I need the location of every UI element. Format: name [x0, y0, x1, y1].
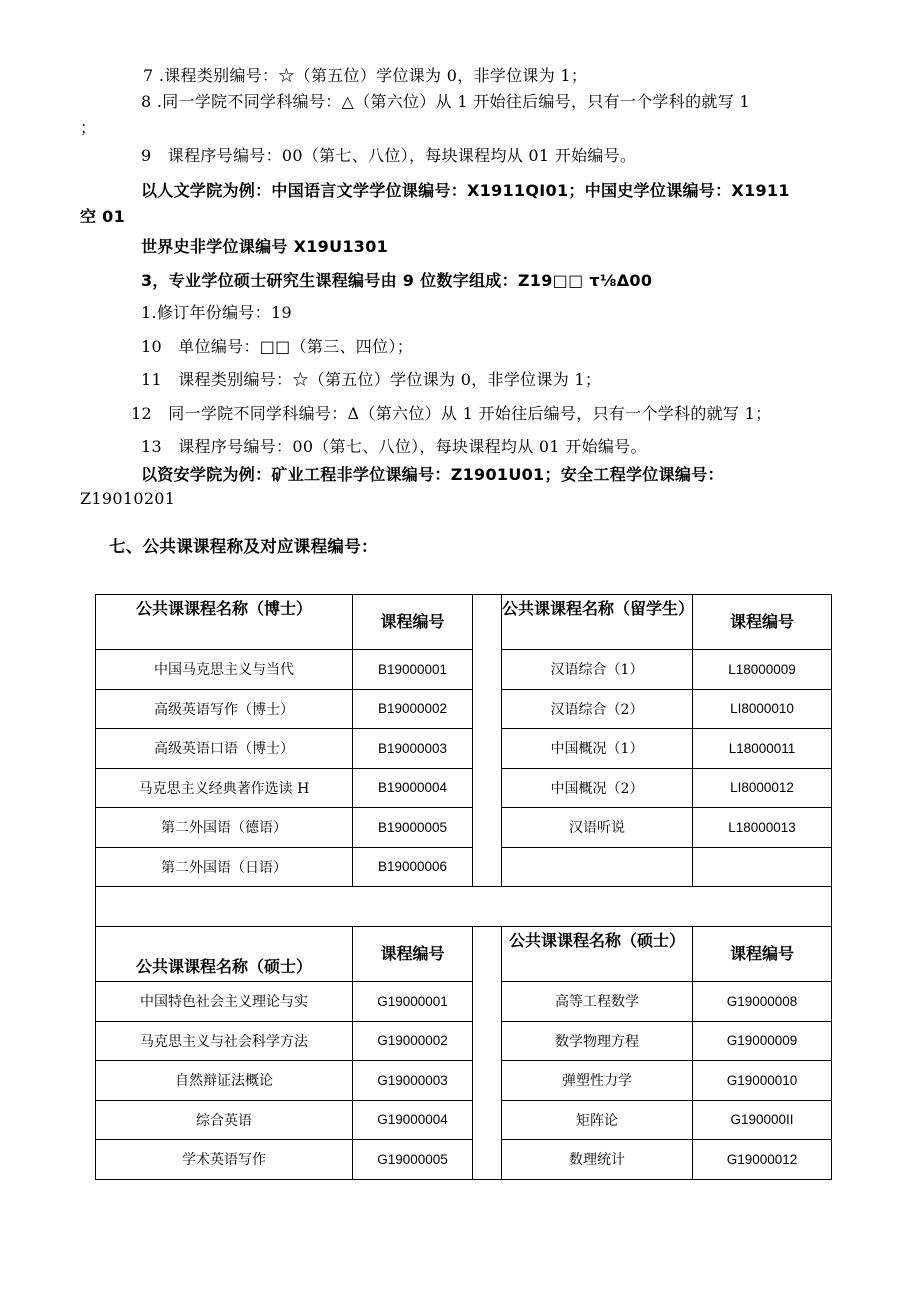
header-phd-course-name: 公共课课程名称（博士）: [96, 595, 353, 650]
example-world-history: 世界史非学位课编号 X19U1301: [141, 237, 389, 256]
course-code-cell: G19000002: [353, 1021, 473, 1061]
course-code-cell: G19000001: [353, 982, 473, 1022]
course-code-cell: L18000013: [693, 808, 832, 848]
table-row: [96, 808, 832, 848]
course-code-cell: G19000003: [353, 1061, 473, 1101]
course-name-cell: 马克思主义经典著作选读 H: [96, 768, 353, 808]
table-row: [96, 650, 832, 690]
course-table: [95, 594, 832, 1180]
example-humanities-cont: 空 01: [80, 207, 126, 226]
example-humanities: 以人文学院为例：中国语言文学学位课编号：X1911QI01；中国史学位课编号：X1911: [141, 181, 790, 200]
header-course-code: 课程编号: [353, 927, 473, 982]
rule-unit-number: 10 单位编号：□□（第三、四位）；: [141, 337, 413, 356]
course-name-cell: 汉语综合（1）: [502, 650, 693, 690]
rule-subject-number: 8 .同一学院不同学科编号：△（第六位）从 1 开始往后编号，只有一个学科的就写 1: [141, 92, 750, 111]
course-name-cell: 综合英语: [96, 1100, 353, 1140]
header-master-course-name: 公共课课程名称（硕士）: [502, 927, 693, 982]
course-name-cell: 中国概况（2）: [502, 768, 693, 808]
course-code-cell: G19000004: [353, 1100, 473, 1140]
header-course-code: 课程编号: [353, 595, 473, 650]
course-code-cell: G19000012: [693, 1140, 832, 1180]
course-code-cell: G190000II: [693, 1100, 832, 1140]
course-code-cell: B19000006: [353, 847, 473, 887]
table-header-row: [96, 927, 832, 982]
course-code-cell: B19000004: [353, 768, 473, 808]
course-tables: [95, 594, 831, 1180]
table-row: [96, 1061, 832, 1101]
rule-revision-year: 1.修订年份编号：19: [141, 303, 292, 322]
master-section: [96, 927, 832, 1180]
course-code-cell: G19000005: [353, 1140, 473, 1180]
course-name-cell: 中国特色社会主义理论与实: [96, 982, 353, 1022]
course-code-cell: [693, 847, 832, 887]
rule-course-sequence: 9 课程序号编号：00（第七、八位），每块课程均从 01 开始编号。: [141, 146, 637, 165]
course-name-cell: 汉语听说: [502, 808, 693, 848]
course-name-cell: 中国概况（1）: [502, 729, 693, 769]
course-name-cell: 弹塑性力学: [502, 1061, 693, 1101]
column-divider: [473, 927, 502, 1180]
rule-subject-number-2: 12 同一学院不同学科编号：Δ（第六位）从 1 开始往后编号，只有一个学科的就写 1；: [131, 404, 772, 423]
table-row: [96, 689, 832, 729]
course-name-cell: 学术英语写作: [96, 1140, 353, 1180]
example-resources-safety-cont: Z19010201: [80, 489, 176, 508]
course-name-cell: 数理统计: [502, 1140, 693, 1180]
course-code-cell: L18000009: [693, 650, 832, 690]
course-name-cell: 第二外国语（日语）: [96, 847, 353, 887]
course-name-cell: 高等工程数学: [502, 982, 693, 1022]
course-code-cell: LI8000012: [693, 768, 832, 808]
header-course-code: 课程编号: [693, 927, 832, 982]
table-row: [96, 768, 832, 808]
course-name-cell: 马克思主义与社会科学方法: [96, 1021, 353, 1061]
section-heading: 七、公共课课程称及对应课程编号：: [109, 537, 378, 556]
course-name-cell: 高级英语写作（博士）: [96, 689, 353, 729]
rule-course-sequence-2: 13 课程序号编号：00（第七、八位），每块课程均从 01 开始编号。: [141, 437, 647, 456]
course-code-cell: LI8000010: [693, 689, 832, 729]
separator-cell: [96, 887, 832, 927]
table-row: [96, 1140, 832, 1180]
rule-course-category-2: 11 课程类别编号：☆（第五位）学位课为 0，非学位课为 1；: [141, 370, 602, 389]
table-row: [96, 982, 832, 1022]
phd-foreign-section: [96, 595, 832, 887]
rule-subject-number-cont: ；: [80, 118, 97, 137]
course-code-cell: B19000002: [353, 689, 473, 729]
header-course-code: 课程编号: [693, 595, 832, 650]
course-code-cell: G19000008: [693, 982, 832, 1022]
course-code-cell: B19000001: [353, 650, 473, 690]
course-name-cell: [502, 847, 693, 887]
course-name-cell: 汉语综合（2）: [502, 689, 693, 729]
course-code-cell: B19000003: [353, 729, 473, 769]
course-name-cell: 矩阵论: [502, 1100, 693, 1140]
example-resources-safety: 以资安学院为例：矿业工程非学位课编号：Z1901U01；安全工程学位课编号：: [141, 465, 724, 484]
rule-course-category: 7 .课程类别编号：☆（第五位）学位课为 0，非学位课为 1；: [143, 66, 588, 85]
professional-master-rule: 3，专业学位硕士研究生课程编号由 9 位数字组成：Z19□□ τ⅛Δ00: [141, 271, 653, 290]
table-row: [96, 1021, 832, 1061]
table-separator-row: [96, 887, 832, 927]
header-master-course-name: 公共课课程名称（硕士）: [96, 927, 353, 982]
course-code-cell: G19000010: [693, 1061, 832, 1101]
table-row: [96, 847, 832, 887]
course-name-cell: 高级英语口语（博士）: [96, 729, 353, 769]
table-header-row: [96, 595, 832, 650]
header-intl-course-name: 公共课课程名称（留学生）: [502, 595, 693, 650]
course-name-cell: 第二外国语（德语）: [96, 808, 353, 848]
table-row: [96, 1100, 832, 1140]
column-divider: [473, 595, 502, 887]
course-code-cell: L18000011: [693, 729, 832, 769]
course-name-cell: 数学物理方程: [502, 1021, 693, 1061]
course-code-cell: B19000005: [353, 808, 473, 848]
course-name-cell: 中国马克思主义与当代: [96, 650, 353, 690]
course-name-cell: 自然辩证法概论: [96, 1061, 353, 1101]
table-gap: [96, 887, 832, 927]
course-code-cell: G19000009: [693, 1021, 832, 1061]
table-row: [96, 729, 832, 769]
